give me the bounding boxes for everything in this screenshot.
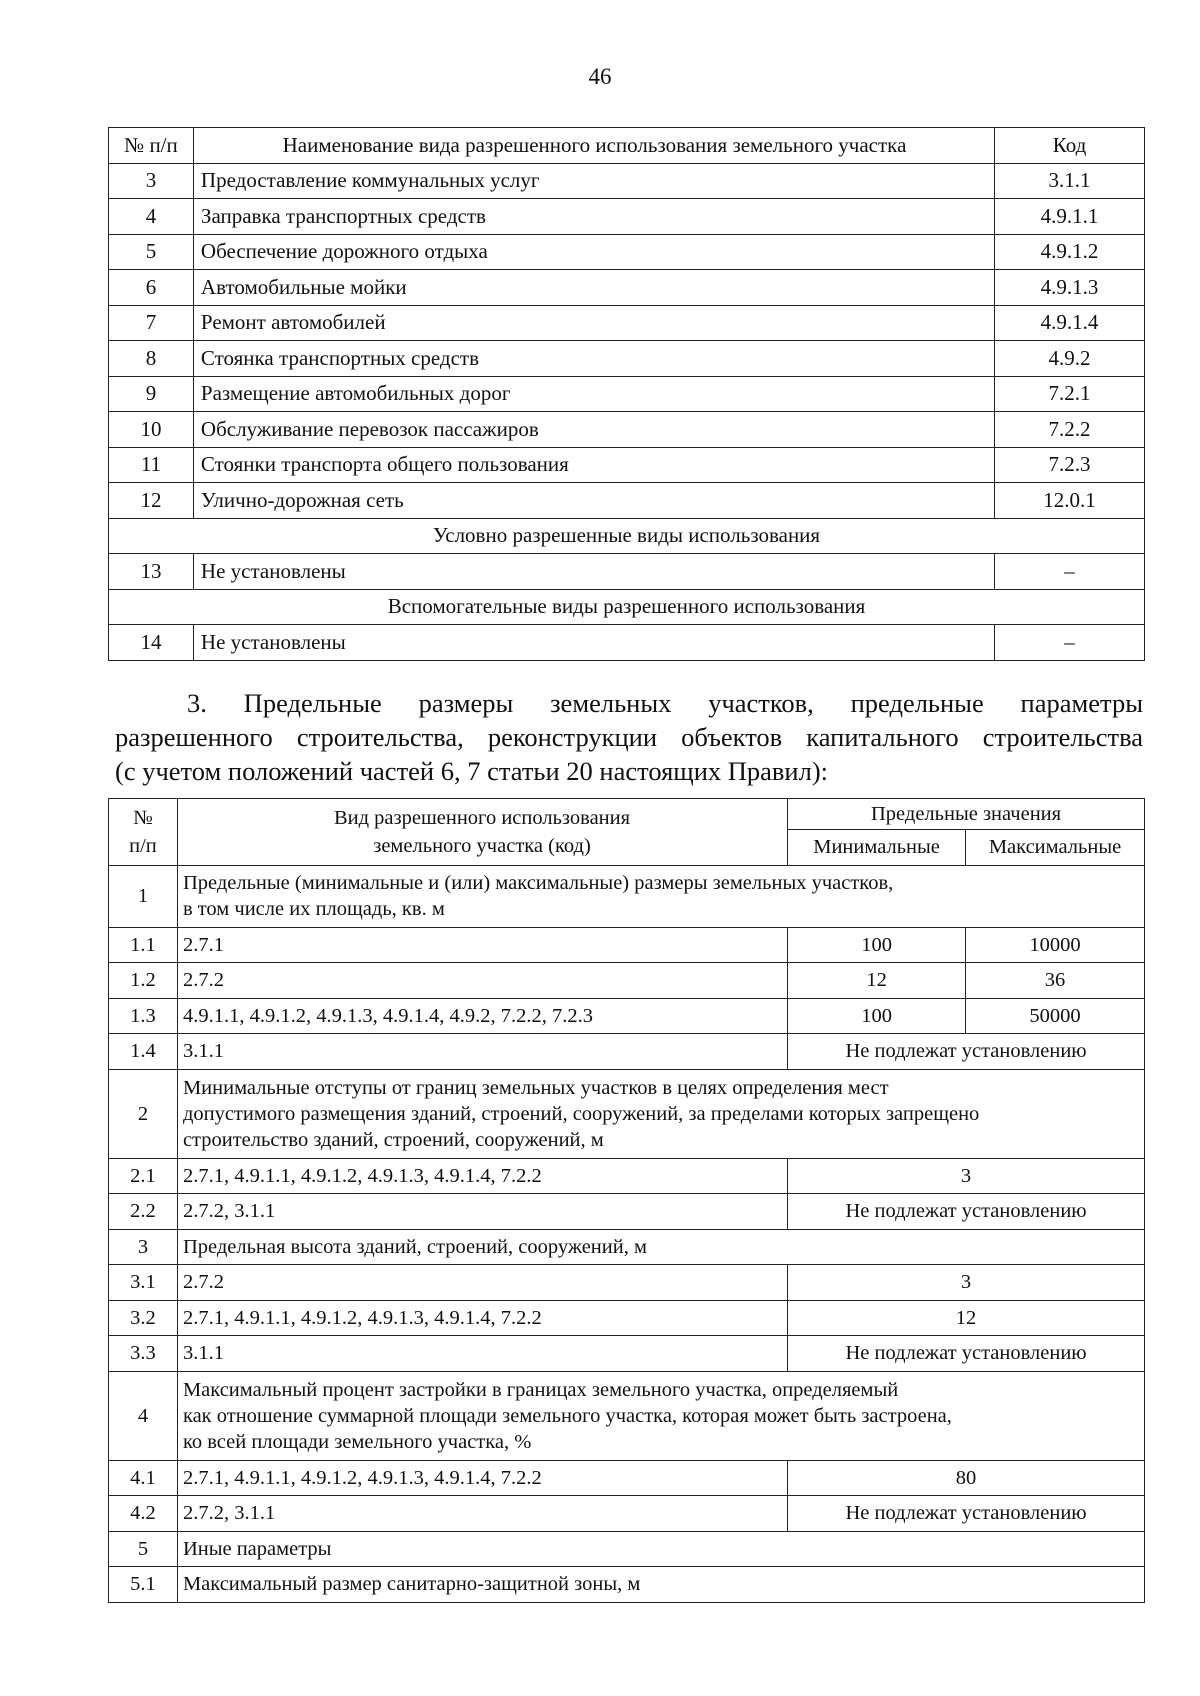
row-num: 3: [109, 163, 194, 199]
row-num: 11: [109, 447, 194, 483]
row-num: 10: [109, 412, 194, 448]
section-title-conditional: Условно разрешенные виды использования: [109, 518, 1145, 554]
row-max: 36: [966, 963, 1145, 999]
row-kind: 4.9.1.1, 4.9.1.2, 4.9.1.3, 4.9.1.4, 4.9.2, 7.2.2, 7.2.3: [177, 998, 787, 1034]
table-row: [109, 412, 1145, 448]
row-name: Стоянки транспорта общего пользования: [193, 447, 994, 483]
row-kind: 2.7.1, 4.9.1.1, 4.9.1.2, 4.9.1.3, 4.9.1.4, 7.2.2: [177, 1300, 787, 1336]
table-row: [109, 1336, 1145, 1372]
row-num: 4.2: [109, 1496, 178, 1532]
row-name: Обслуживание перевозок пассажиров: [193, 412, 994, 448]
row-max: 10000: [966, 927, 1145, 963]
row-num: 2: [109, 1069, 178, 1158]
row-num: 7: [109, 305, 194, 341]
header-num: № п/п: [109, 128, 194, 164]
table-row: [109, 1194, 1145, 1230]
row-num: 1.2: [109, 963, 178, 999]
table-row: [109, 163, 1145, 199]
row-code: –: [995, 625, 1145, 661]
table-header-row: [109, 799, 1145, 830]
row-code: 7.2.3: [995, 447, 1145, 483]
row-text: Максимальный процент застройки в границах земельного участка, определяемый как отношение суммарной площади земельного участка, которая может быть застроена, ко всей площади земельного участка, %: [177, 1371, 1144, 1460]
header-name: Наименование вида разрешенного использования земельного участка: [193, 128, 994, 164]
table-row: [109, 963, 1145, 999]
header-limits: Предельные значения: [788, 799, 1145, 830]
table-row: [109, 927, 1145, 963]
row-num: 1.4: [109, 1034, 178, 1070]
table-row: [109, 1371, 1145, 1460]
row-value: 80: [788, 1460, 1145, 1496]
table-row: [109, 376, 1145, 412]
row-max: 50000: [966, 998, 1145, 1034]
row-text: Максимальный размер санитарно-защитной зоны, м: [177, 1567, 1144, 1603]
row-code: 7.2.1: [995, 376, 1145, 412]
header-num: № п/п: [109, 799, 178, 866]
row-value: 12: [788, 1300, 1145, 1336]
row-kind: 3.1.1: [177, 1336, 787, 1372]
row-value: Не подлежат установлению: [788, 1496, 1145, 1532]
limit-parameters-table: [108, 798, 1145, 1603]
table-row: [109, 865, 1145, 927]
row-num: 4: [109, 1371, 178, 1460]
row-num: 3.1: [109, 1265, 178, 1301]
header-kind: Вид разрешенного использования земельного участка (код): [177, 799, 787, 866]
row-name: Обеспечение дорожного отдыха: [193, 234, 994, 270]
row-num: 3: [109, 1229, 178, 1265]
table-row: [109, 1229, 1145, 1265]
table-row: [109, 234, 1145, 270]
row-code: 7.2.2: [995, 412, 1145, 448]
heading-line-3: (с учетом положений частей 6, 7 статьи 20 настоящих Правил):: [115, 756, 829, 786]
row-name: Улично-дорожная сеть: [193, 483, 994, 519]
row-num: 5.1: [109, 1567, 178, 1603]
row-num: 3.3: [109, 1336, 178, 1372]
header-min: Минимальные: [788, 830, 966, 866]
row-min: 100: [788, 998, 966, 1034]
row-name: Ремонт автомобилей: [193, 305, 994, 341]
row-name: Стоянка транспортных средств: [193, 341, 994, 377]
table-row: [109, 483, 1145, 519]
row-name: Не установлены: [193, 625, 994, 661]
row-min: 100: [788, 927, 966, 963]
row-kind: 2.7.1: [177, 927, 787, 963]
section-title-auxiliary: Вспомогательные виды разрешенного использования: [109, 589, 1145, 625]
row-name: Автомобильные мойки: [193, 270, 994, 306]
table-row: [109, 1531, 1145, 1567]
row-kind: 3.1.1: [177, 1034, 787, 1070]
row-kind: 2.7.2: [177, 1265, 787, 1301]
row-min: 12: [788, 963, 966, 999]
table-row: [109, 305, 1145, 341]
row-num: 2.2: [109, 1194, 178, 1230]
table-row: [109, 1034, 1145, 1070]
row-num: 4.1: [109, 1460, 178, 1496]
row-code: –: [995, 554, 1145, 590]
row-name: Заправка транспортных средств: [193, 199, 994, 235]
row-num: 5: [109, 1531, 178, 1567]
table-row: [109, 625, 1145, 661]
row-num: 1.3: [109, 998, 178, 1034]
row-code: 4.9.1.3: [995, 270, 1145, 306]
row-num: 13: [109, 554, 194, 590]
row-name: Размещение автомобильных дорог: [193, 376, 994, 412]
table-row: [109, 1158, 1145, 1194]
row-text: Минимальные отступы от границ земельных участков в целях определения мест допустимого размещения зданий, строений, сооружений, за пределами которых запрещено строительство зданий, строений, сооружений, м: [177, 1069, 1144, 1158]
row-name: Предоставление коммунальных услуг: [193, 163, 994, 199]
table-row: [109, 270, 1145, 306]
page-number: 46: [588, 64, 612, 89]
row-code: 4.9.1.1: [995, 199, 1145, 235]
row-num: 14: [109, 625, 194, 661]
table-row: [109, 998, 1145, 1034]
row-num: 4: [109, 199, 194, 235]
row-num: 9: [109, 376, 194, 412]
row-value: 3: [788, 1158, 1145, 1194]
heading-line-2: разрешенного строительства, реконструкции объектов капитального строительства: [115, 722, 1143, 752]
row-value: 3: [788, 1265, 1145, 1301]
table-row: [109, 1567, 1145, 1603]
row-kind: 2.7.1, 4.9.1.1, 4.9.1.2, 4.9.1.3, 4.9.1.4, 7.2.2: [177, 1158, 787, 1194]
section-row-conditional: [109, 518, 1145, 554]
row-code: 3.1.1: [995, 163, 1145, 199]
section-heading: [115, 686, 1143, 788]
row-text: Иные параметры: [177, 1531, 1144, 1567]
table-header-row: [109, 128, 1145, 164]
row-num: 3.2: [109, 1300, 178, 1336]
row-kind: 2.7.1, 4.9.1.1, 4.9.1.2, 4.9.1.3, 4.9.1.4, 7.2.2: [177, 1460, 787, 1496]
row-code: 4.9.2: [995, 341, 1145, 377]
header-max: Максимальные: [966, 830, 1145, 866]
row-num: 12: [109, 483, 194, 519]
row-kind: 2.7.2, 3.1.1: [177, 1194, 787, 1230]
row-num: 8: [109, 341, 194, 377]
table-row: [109, 447, 1145, 483]
row-value: Не подлежат установлению: [788, 1194, 1145, 1230]
heading-line-1: 3. Предельные размеры земельных участков, предельные параметры: [187, 688, 1143, 718]
row-code: 4.9.1.2: [995, 234, 1145, 270]
table-row: [109, 1265, 1145, 1301]
row-kind: 2.7.2, 3.1.1: [177, 1496, 787, 1532]
row-text: Предельная высота зданий, строений, сооружений, м: [177, 1229, 1144, 1265]
row-num: 1.1: [109, 927, 178, 963]
row-name: Не установлены: [193, 554, 994, 590]
row-num: 5: [109, 234, 194, 270]
row-kind: 2.7.2: [177, 963, 787, 999]
table-row: [109, 1460, 1145, 1496]
row-num: 2.1: [109, 1158, 178, 1194]
row-code: 4.9.1.4: [995, 305, 1145, 341]
row-value: Не подлежат установлению: [788, 1336, 1145, 1372]
table-row: [109, 341, 1145, 377]
table-row: [109, 554, 1145, 590]
header-code: Код: [995, 128, 1145, 164]
row-value: Не подлежат установлению: [788, 1034, 1145, 1070]
table-row: [109, 1300, 1145, 1336]
row-text: Предельные (минимальные и (или) максимальные) размеры земельных участков, в том числе их площадь, кв. м: [177, 865, 1144, 927]
row-code: 12.0.1: [995, 483, 1145, 519]
table-row: [109, 199, 1145, 235]
section-row-auxiliary: [109, 589, 1145, 625]
table-row: [109, 1069, 1145, 1158]
row-num: 6: [109, 270, 194, 306]
table-row: [109, 1496, 1145, 1532]
permitted-use-table: [108, 127, 1145, 661]
row-num: 1: [109, 865, 178, 927]
